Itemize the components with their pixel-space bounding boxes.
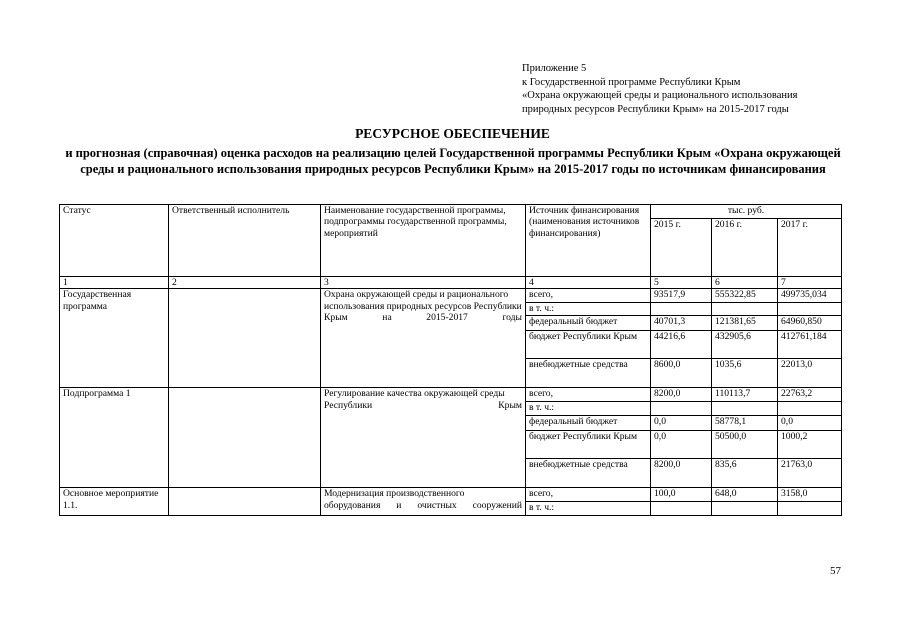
value-2017: 499735,034 — [778, 289, 842, 303]
value-2015: 100,0 — [651, 488, 712, 502]
value-2015: 0,0 — [651, 416, 712, 431]
source-cell: внебюджетные средства — [526, 459, 651, 488]
header-status: Статус — [60, 205, 169, 277]
value-2016: 835,6 — [712, 459, 778, 488]
header-executor: Ответственный исполнитель — [169, 205, 321, 277]
source-cell: бюджет Республики Крым — [526, 331, 651, 359]
status-cell: Основное мероприятие 1.1. — [60, 488, 169, 516]
value-2016: 110113,7 — [712, 388, 778, 402]
value-2017: 412761,184 — [778, 331, 842, 359]
annex-line-1: Приложение 5 — [522, 63, 587, 74]
source-cell: всего, — [526, 388, 651, 402]
source-cell: всего, — [526, 289, 651, 303]
table-row — [60, 289, 842, 303]
value-2017: 64960,850 — [778, 316, 842, 331]
value-2015: 44216,6 — [651, 331, 712, 359]
value-2017: 0,0 — [778, 416, 842, 431]
name-cell: Модернизация производственного оборудования и очистных сооружений — [321, 488, 526, 516]
annex-line-4: природных ресурсов Республики Крым» на 2015-2017 годы — [522, 103, 789, 115]
value-2015: 0,0 — [651, 431, 712, 459]
value-2015: 8200,0 — [651, 388, 712, 402]
table-row — [60, 388, 842, 402]
status-cell: Государственная программа — [60, 289, 169, 388]
value-2015 — [651, 402, 712, 416]
value-2016 — [712, 502, 778, 516]
value-2017 — [778, 303, 842, 316]
value-2017: 22013,0 — [778, 359, 842, 388]
column-number: 3 — [321, 277, 526, 289]
document-title: РЕСУРСНОЕ ОБЕСПЕЧЕНИЕ — [355, 126, 550, 141]
name-cell: Охрана окружающей среды и рационального использования природных ресурсов Республики Крым на 2015-2017 годы — [321, 289, 526, 388]
column-number: 1 — [60, 277, 169, 289]
source-cell: федеральный бюджет — [526, 316, 651, 331]
source-cell: в т. ч.: — [526, 402, 651, 416]
value-2015: 8600,0 — [651, 359, 712, 388]
value-2016: 432905,6 — [712, 331, 778, 359]
value-2015: 93517,9 — [651, 289, 712, 303]
header-year-2017: 2017 г. — [778, 219, 842, 277]
executor-cell — [169, 388, 321, 488]
page-number: 57 — [830, 565, 841, 577]
document-subtitle: и прогнозная (справочная) оценка расходов на реализацию целей Государственной программы Республики Крым «Охрана окружающей среды и рационального использования природных ресурсов Республики Крым» на 2015-2017 годы по источникам финансирования — [65, 146, 841, 176]
column-number: 4 — [526, 277, 651, 289]
header-source: Источник финансирования (наименования источников финансирования) — [526, 205, 651, 277]
executor-cell — [169, 289, 321, 388]
column-number: 2 — [169, 277, 321, 289]
executor-cell — [169, 488, 321, 516]
annex-note — [522, 62, 892, 116]
value-2017: 21763,0 — [778, 459, 842, 488]
source-cell: бюджет Республики Крым — [526, 431, 651, 459]
value-2016: 58778,1 — [712, 416, 778, 431]
value-2016: 121381,65 — [712, 316, 778, 331]
source-cell: всего, — [526, 488, 651, 502]
header-year-2016: 2016 г. — [712, 219, 778, 277]
value-2015: 40701,3 — [651, 316, 712, 331]
status-cell: Подпрограмма 1 — [60, 388, 169, 488]
value-2016: 648,0 — [712, 488, 778, 502]
value-2017: 3158,0 — [778, 488, 842, 502]
value-2016: 50500,0 — [712, 431, 778, 459]
source-cell: федеральный бюджет — [526, 416, 651, 431]
value-2015: 8200,0 — [651, 459, 712, 488]
value-2017: 1000,2 — [778, 431, 842, 459]
header-units: тыс. руб. — [651, 205, 842, 219]
annex-line-2: к Государственной программе Республики Крым — [522, 76, 741, 88]
column-number: 5 — [651, 277, 712, 289]
header-year-2015: 2015 г. — [651, 219, 712, 277]
value-2017 — [778, 402, 842, 416]
value-2016: 555322,85 — [712, 289, 778, 303]
table-row — [60, 488, 842, 502]
value-2015 — [651, 303, 712, 316]
value-2016 — [712, 303, 778, 316]
resource-table — [59, 204, 842, 516]
name-cell: Регулирование качества окружающей среды Республики Крым — [321, 388, 526, 488]
column-number: 6 — [712, 277, 778, 289]
source-cell: внебюджетные средства — [526, 359, 651, 388]
column-number: 7 — [778, 277, 842, 289]
annex-line-3: «Охрана окружающей среды и рационального использования — [522, 90, 798, 101]
source-cell: в т. ч.: — [526, 303, 651, 316]
header-name: Наименование государственной программы, подпрограммы государственной программы, мероприятий — [321, 205, 526, 277]
value-2016: 1035,6 — [712, 359, 778, 388]
value-2015 — [651, 502, 712, 516]
value-2016 — [712, 402, 778, 416]
source-cell: в т. ч.: — [526, 502, 651, 516]
value-2017: 22763,2 — [778, 388, 842, 402]
value-2017 — [778, 502, 842, 516]
column-number-row — [60, 277, 842, 289]
